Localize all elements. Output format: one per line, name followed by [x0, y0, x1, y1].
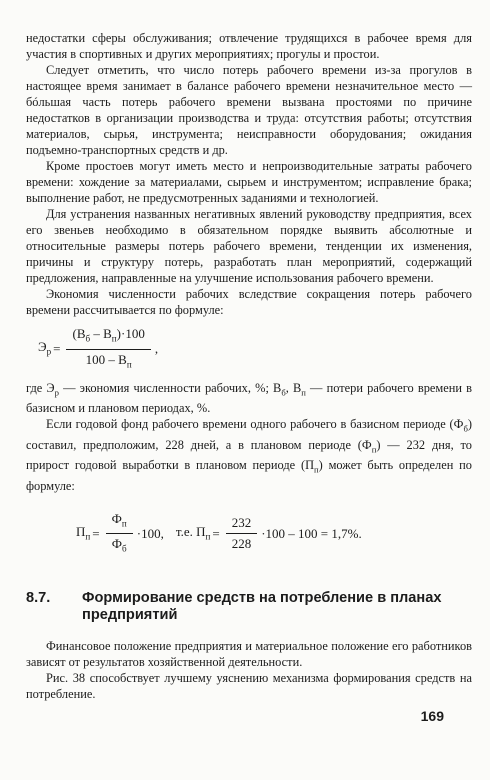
- paragraph: недостатки сферы обслуживания; отвлечение трудящихся в рабочее время для участия в спортивных и других мероприятиях; прогулы и простои.: [26, 31, 472, 61]
- formula-denominator: $Ф_б$: [111, 536, 127, 554]
- formula-equals: =: [92, 525, 100, 541]
- formula-comma: ,: [154, 341, 159, 356]
- formula-result: ·100 – 100 = 1,7%.: [261, 525, 362, 541]
- formula-lhs: $П_п$: [76, 523, 91, 542]
- page-number: 169: [420, 708, 444, 724]
- formula-multiplier: ·100,: [136, 525, 164, 541]
- formula-fraction: [106, 511, 133, 557]
- paragraph: Следует отметить, что число потерь рабочего времени из-за прогулов в настоящее время занимает в балансе рабочего времени незначительное место — бóльшая часть потерь рабочего времени вызвана простоями по причине недостатков в организации производства и труда: отсутствия работы; отсутствия материалов, сырья, инструмента; неисправности оборудования; ожидания подъемно-транспортных средств и др.: [26, 63, 472, 157]
- formula-numerator: 232: [226, 515, 258, 534]
- paragraph: Кроме простоев могут иметь место и непроизводительные затраты рабочего времени: хождение за материалами, сырьем и инструментом; исправление брака; выполнение работ, не предусмотренных заданиями и технологией.: [26, 159, 472, 205]
- paragraph: Если годовой фонд рабочего времени одного рабочего в базисном периоде $(Ф_б)$ составил, предположим, 228 дней, а в плановом периоде $(Ф_п)$ — 232 дня, то прирост годовой выработки в плановом периоде $(П_п)$ может быть определен по формуле:: [26, 417, 472, 493]
- section-number: 8.7.: [26, 589, 51, 606]
- formula-equals: =: [53, 341, 61, 356]
- formula-worker-savings: [38, 326, 472, 372]
- paragraph: Финансовое положение предприятия и материальное положение его работников зависят от результатов хозяйственной деятельности.: [26, 638, 472, 669]
- formula-denominator: 228: [231, 536, 252, 552]
- formula-output-growth: [76, 508, 472, 560]
- paragraph: Экономия численности рабочих вследствие сокращения потерь рабочего времени рассчитывается по формуле:: [26, 287, 472, 317]
- formula-fraction: [226, 515, 258, 552]
- section-heading: [26, 590, 472, 624]
- formula-fraction: [66, 326, 150, 372]
- formula-denominator: $100 - В_п$: [85, 351, 132, 370]
- formula-lhs: $Э_р$: [38, 338, 52, 357]
- section-title: Формирование средств на потребление в планах предприятий: [82, 589, 442, 623]
- formula-numerator: $Ф_п$: [106, 511, 133, 535]
- formula-explanation: где $Э_р$ — экономия численности рабочих, %; $В_б$, $В_п$ — потери рабочего времени в базисном и плановом периодах, %.: [26, 381, 472, 416]
- formula-te: т.е. $П_п$: [175, 523, 211, 542]
- paragraph: Для устранения названных негативных явлений руководству предприятия, всех его звеньев необходимо в обязательном порядке выявить абсолютные и относительные размеры потерь рабочего времени, тенденции их изменения, причины и структуру потерь, разработать план мероприятий, содержащий предложения, направленные на улучшение использования рабочего времени.: [26, 207, 472, 285]
- formula-numerator: $(В_б - В_п)\cdot 100$: [66, 326, 150, 350]
- paragraph: Рис. 38 способствует лучшему уяснению механизма формирования средств на потребление.: [26, 670, 472, 701]
- page-body: [26, 30, 472, 702]
- formula-equals: =: [212, 525, 220, 541]
